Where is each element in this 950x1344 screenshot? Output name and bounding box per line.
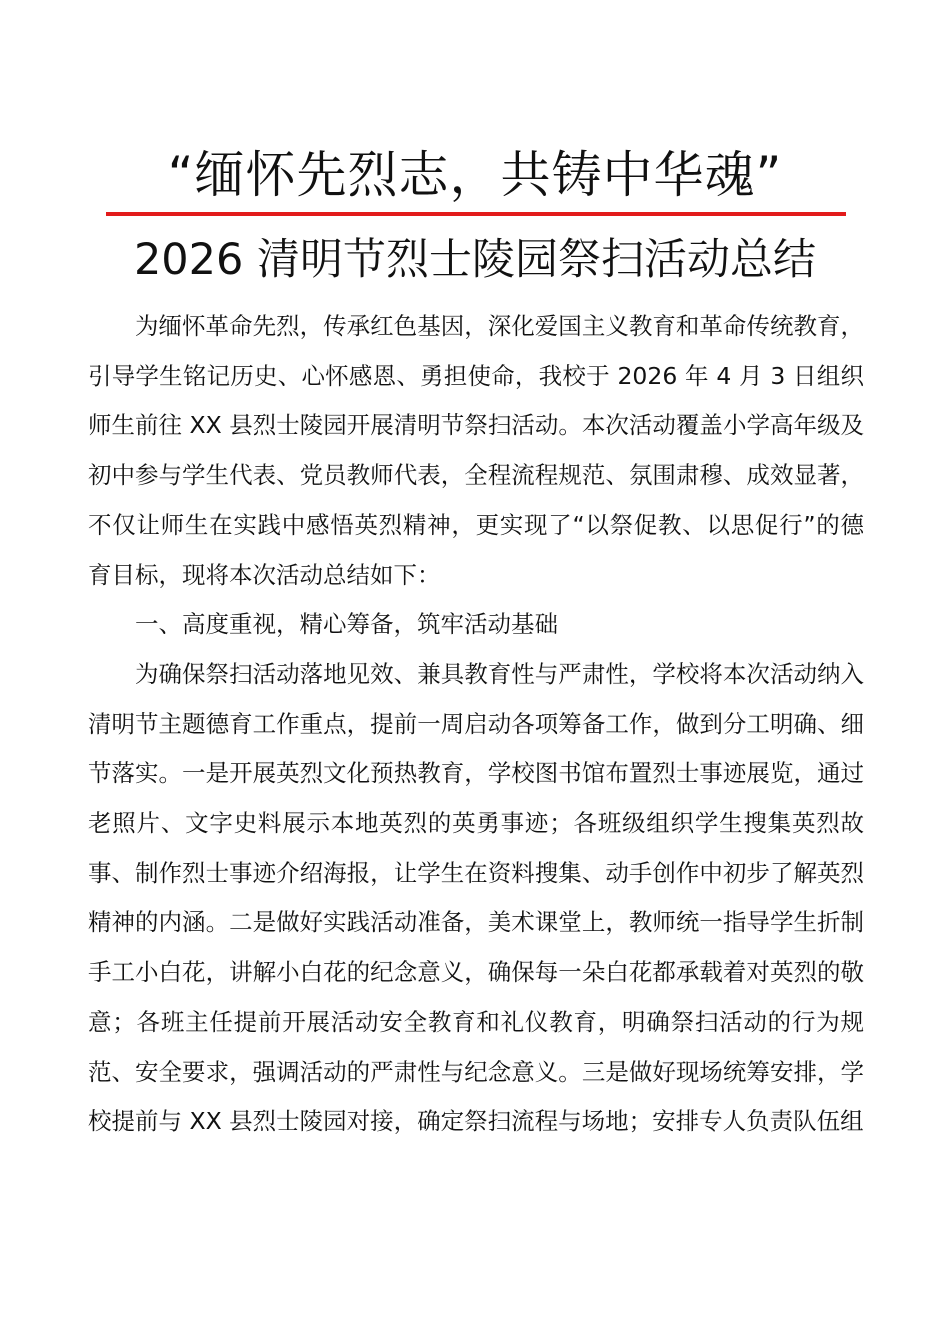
paragraph-intro: 为缅怀革命先烈，传承红色基因，深化爱国主义教育和革命传统教育，引导学生铭记历史、心怀感恩、勇担使命，我校于 2026 年 4 月 3 日组织师生前往 XX 县烈士陵园开展清明节祭扫活动。本次活动覆盖小学高年级及初中参与学生代表、党员教师代表，全程流程规范、氛围肃穆、成效显著，不仅让师生在实践中感悟英烈精神，更实现了“以祭促教、以思促行”的德育目标，现将本次活动总结如下： bbox=[88, 312, 864, 589]
document-subtitle: 2026 清明节烈士陵园祭扫活动总结 bbox=[133, 235, 817, 285]
title-divider bbox=[106, 212, 846, 216]
document-title: “缅怀先烈志，共铸中华魂” bbox=[167, 146, 783, 204]
document-body bbox=[88, 302, 864, 1147]
paragraph-section-one: 为确保祭扫活动落地见效、兼具教育性与严肃性，学校将本次活动纳入清明节主题德育工作重点，提前一周启动各项筹备工作，做到分工明确、细节落实。一是开展英烈文化预热教育，学校图书馆布置烈士事迹展览，通过老照片、文字史料展示本地英烈的英勇事迹；各班级组织学生搜集英烈故事、制作烈士事迹介绍海报，让学生在资料搜集、动手创作中初步了解英烈精神的内涵。二是做好实践活动准备，美术课堂上，教师统一指导学生折制手工小白花，讲解小白花的纪念意义，确保每一朵白花都承载着对英烈的敬意；各班主任提前开展活动安全教育和礼仪教育，明确祭扫活动的行为规范、安全要求，强调活动的严肃性与纪念意义。三是做好现场统筹安排，学校提前与 XX 县烈士陵园对接，确定祭扫流程与场地；安排专人负责队伍组 bbox=[88, 659, 864, 1136]
section-heading: 一、高度重视，精心筹备，筑牢活动基础 bbox=[135, 610, 558, 639]
